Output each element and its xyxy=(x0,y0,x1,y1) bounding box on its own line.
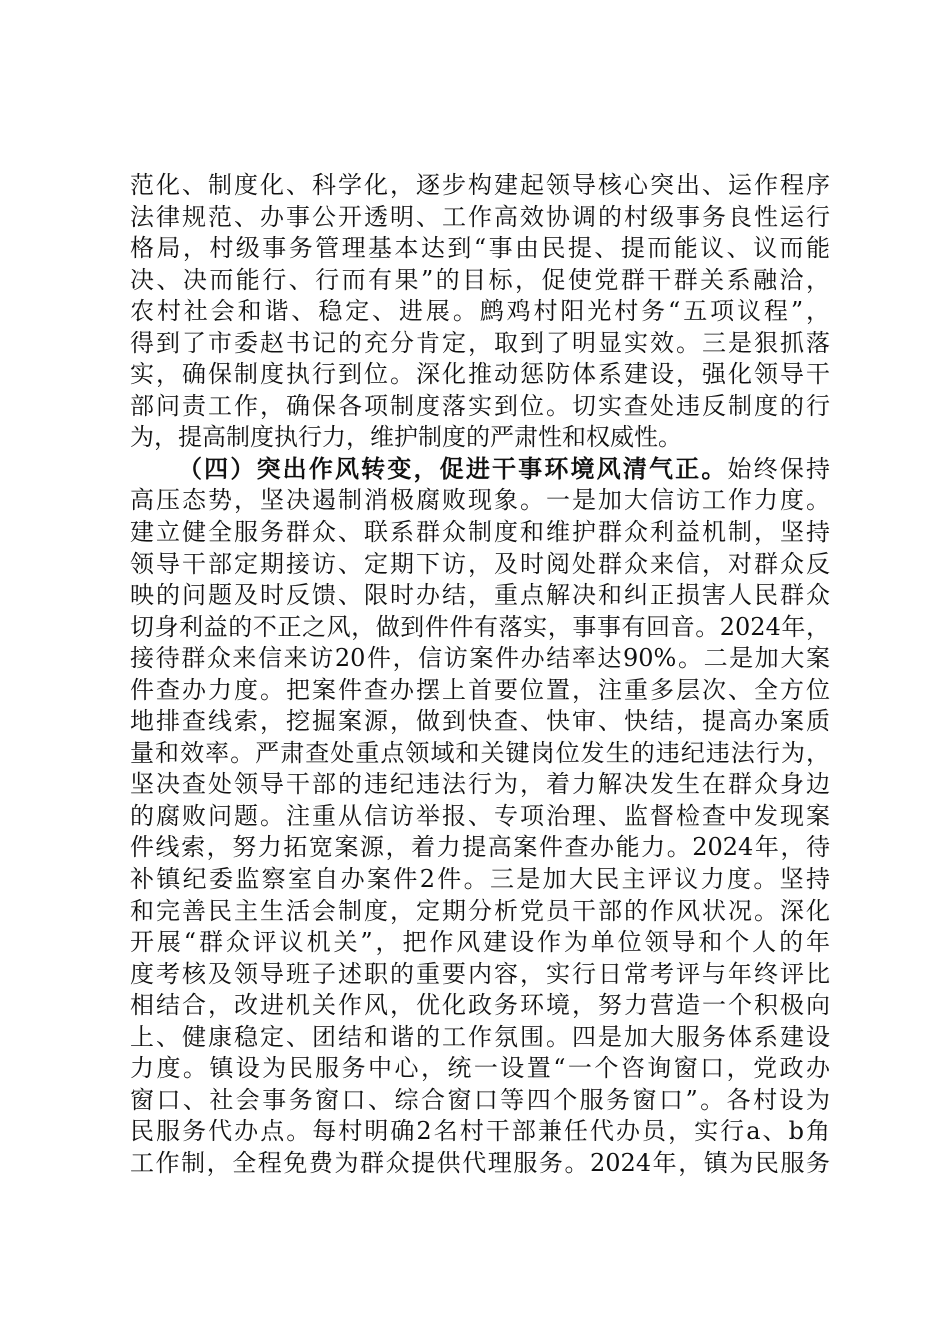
text-line: 得到了市委赵书记的充分肯定，取到了明显实效。三是狠抓落 xyxy=(130,328,830,357)
text-line: 和完善民主生活会制度，定期分析党员干部的作风状况。深化 xyxy=(130,896,830,925)
section-heading: （四）突出作风转变，促进干事环境风清气正。 xyxy=(178,454,728,483)
text-line: 相结合，改进机关作风，优化政务环境，努力营造一个积极向 xyxy=(130,991,830,1020)
text-line: 窗口、社会事务窗口、综合窗口等四个服务窗口”。各村设为 xyxy=(130,1085,830,1114)
text-line: 农村社会和谐、稳定、进展。鹧鸡村阳光村务“五项议程”， xyxy=(130,297,830,326)
text-line: 高压态势，坚决遏制消极腐败现象。一是加大信访工作力度。 xyxy=(130,486,830,515)
text-line: 领导干部定期接访、定期下访，及时阅处群众来信，对群众反 xyxy=(130,549,830,578)
text-line: 度考核及领导班子述职的重要内容，实行日常考评与年终评比 xyxy=(130,959,830,988)
text-line: 部问责工作，确保各项制度落实到位。切实查处违反制度的行 xyxy=(130,391,830,420)
text-line: 为，提高制度执行力，维护制度的严肃性和权威性。 xyxy=(130,423,682,452)
text-line: 件线索，努力拓宽案源，着力提高案件查办能力。2024年，待 xyxy=(130,833,830,862)
paragraph-1 xyxy=(130,170,830,454)
section-heading-line xyxy=(130,454,830,486)
text-line: 量和效率。严肃查处重点领域和关键岗位发生的违纪违法行为， xyxy=(130,738,830,767)
text-line: 件查办力度。把案件查办摆上首要位置，注重多层次、全方位 xyxy=(130,675,830,704)
text-line: 的腐败问题。注重从信访举报、专项治理、监督检查中发现案 xyxy=(130,801,830,830)
text-line: 民服务代办点。每村明确2名村干部兼任代办员，实行a、b角 xyxy=(130,1117,830,1146)
text-line: 切身利益的不正之风，做到件件有落实，事事有回音。2024年， xyxy=(130,612,830,641)
text-line: 地排查线索，挖掘案源，做到快查、快审、快结，提高办案质 xyxy=(130,707,830,736)
text-line: 开展“群众评议机关”，把作风建设作为单位领导和个人的年 xyxy=(130,928,830,957)
text-line: 格局，村级事务管理基本达到“事由民提、提而能议、议而能 xyxy=(130,234,830,263)
text-line: 上、健康稳定、团结和谐的工作氛围。四是加大服务体系建设 xyxy=(130,1022,830,1051)
text-line: 坚决查处领导干部的违纪违法行为，着力解决发生在群众身边 xyxy=(130,770,830,799)
text-line: 范化、制度化、科学化，逐步构建起领导核心突出、运作程序 xyxy=(130,171,830,199)
text-line: 力度。镇设为民服务中心，统一设置“一个咨询窗口，党政办 xyxy=(130,1054,830,1083)
text-line: 建立健全服务群众、联系群众制度和维护群众利益机制，坚持 xyxy=(130,518,830,547)
body-text xyxy=(130,170,830,1180)
heading-line-rest: 始终保持 xyxy=(727,454,830,483)
paragraph-2 xyxy=(130,454,830,1180)
text-line: 接待群众来信来访20件，信访案件办结率达90%。二是加大案 xyxy=(130,644,830,673)
text-line: 映的问题及时反馈、限时办结，重点解决和纠正损害人民群众 xyxy=(130,581,830,610)
text-line: 补镇纪委监察室自办案件2件。三是加大民主评议力度。坚持 xyxy=(130,865,830,894)
text-line: 工作制，全程免费为群众提供代理服务。2024年，镇为民服务 xyxy=(130,1148,830,1177)
text-line: 决、决而能行、行而有果”的目标，促使党群干群关系融洽， xyxy=(130,265,830,294)
text-line: 实，确保制度执行到位。深化推动惩防体系建设，强化领导干 xyxy=(130,360,830,389)
text-line: 法律规范、办事公开透明、工作高效协调的村级事务良性运行 xyxy=(130,202,830,231)
